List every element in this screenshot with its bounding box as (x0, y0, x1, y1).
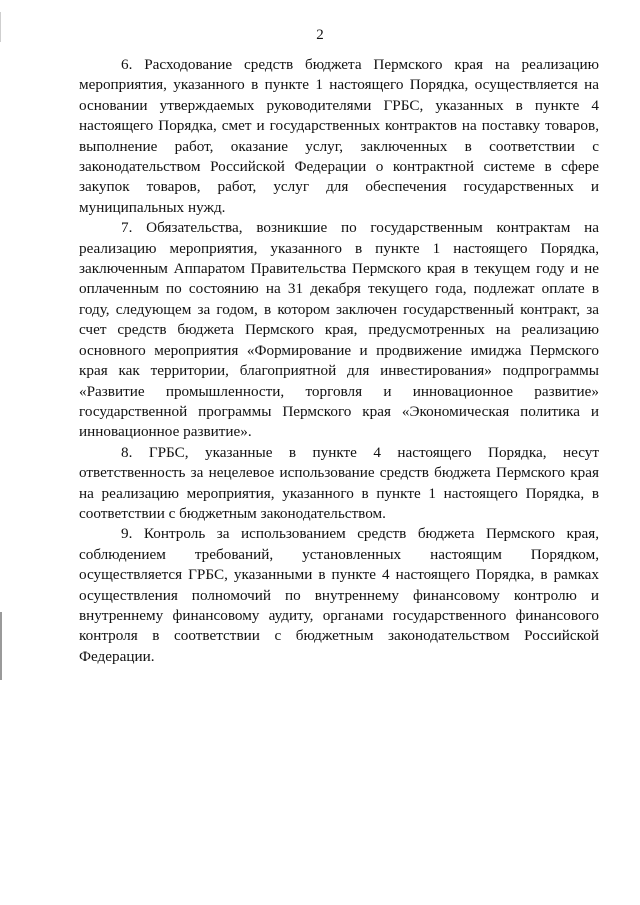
paragraph-7: 7. Обязательства, возникшие по государственным контрактам на реализацию мероприятия, указанного в пункте 1 настоящего Порядка, заключенным Аппаратом Правительства Пермского края в текущем году и не оплаченным по состоянию на 31 декабря текущего года, подлежат оплате в году, следующем за годом, в котором заключен государственный контракт, за счет средств бюджета Пермского края, предусмотренных на реализацию основного мероприятия «Формирование и продвижение имиджа Пермского края как территории, благоприятной для инвестирования» подпрограммы «Развитие промышленности, торговля и инновационное развитие» государственной программы Пермского края «Экономическая политика и инновационное развитие». (79, 219, 599, 441)
paragraph-9: 9. Контроль за использованием средств бюджета Пермского края, соблюдением требований, установленных настоящим Порядком, осуществляется ГРБС, указанными в пункте 4 настоящего Порядка, в рамках осуществления полномочий по внутреннему финансовому контролю и внутреннему финансовому аудиту, органами государственного финансового контроля в соответствии с бюджетным законодательством Российской Федерации. (79, 525, 599, 665)
paragraph-8: 8. ГРБС, указанные в пункте 4 настоящего Порядка, несут ответственность за нецелевое использование средств бюджета Пермского края на реализацию мероприятия, указанного в пункте 1 настоящего Порядка, в соответствии с бюджетным законодательством. (79, 443, 599, 522)
document-body (79, 55, 599, 667)
paragraph-6: 6. Расходование средств бюджета Пермского края на реализацию мероприятия, указанного в пункте 1 настоящего Порядка, осуществляется на основании утверждаемых руководителями ГРБС, указанных в пункте 4 настоящего Порядка, смет и государственных контрактов на поставку товаров, выполнение работ, оказание услуг, заключенных в соответствии с законодательством Российской Федерации о контрактной системе в сфере закупок товаров, работ, услуг для обеспечения государственных и муниципальных нужд. (79, 56, 599, 216)
page-number: 2 (316, 27, 324, 43)
scan-edge-mark (0, 612, 2, 680)
